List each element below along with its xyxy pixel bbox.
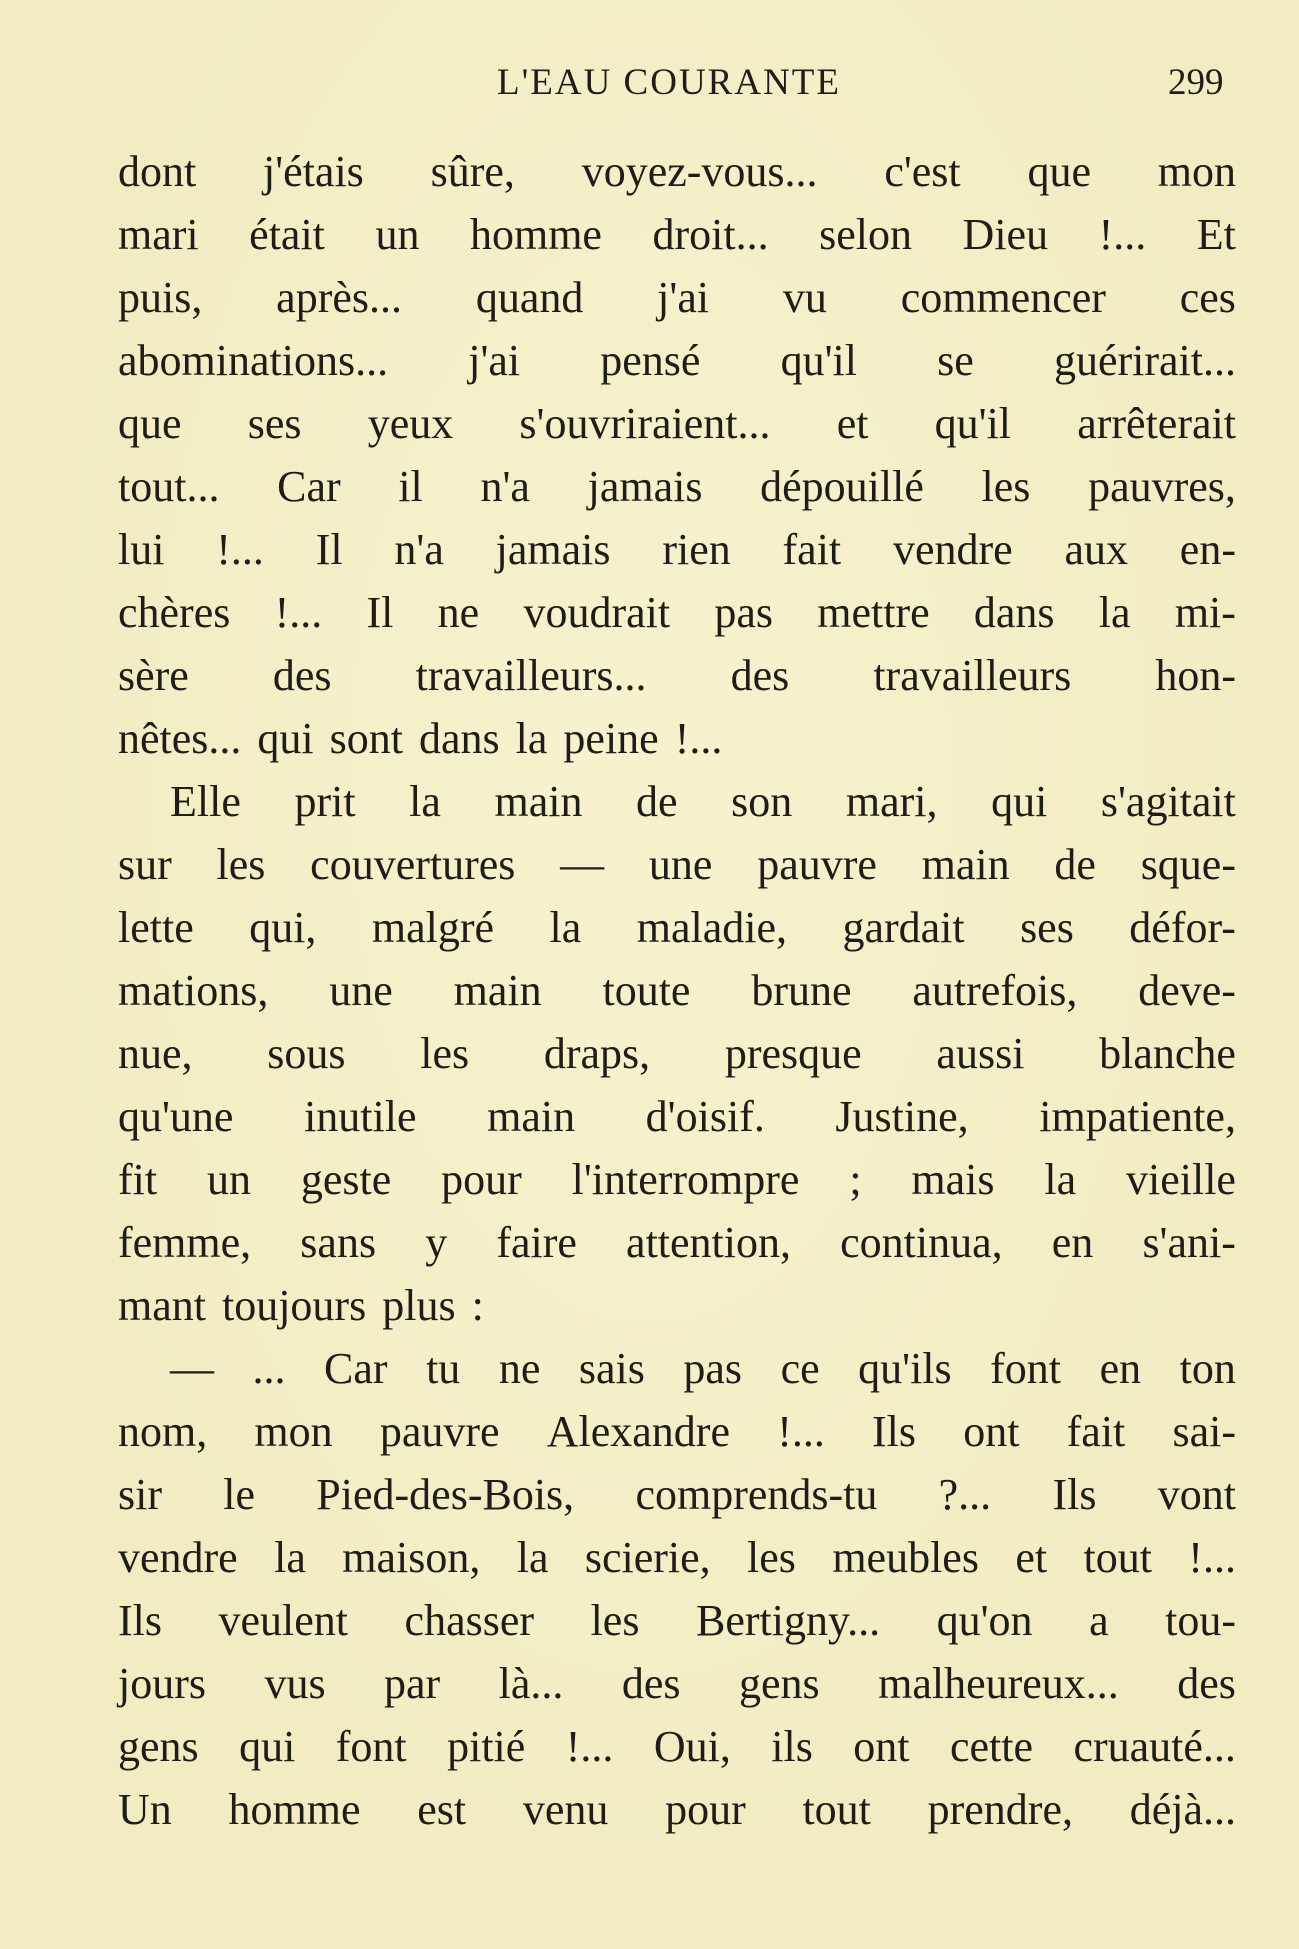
word: et (1015, 1533, 1048, 1582)
word: la (409, 777, 441, 826)
word: Oui, (653, 1722, 731, 1771)
word: toujours (221, 1281, 367, 1330)
word: ton (1179, 1344, 1236, 1393)
text-line (118, 1337, 1236, 1400)
word: : (471, 1281, 484, 1330)
word: dans (973, 588, 1055, 637)
word: qu'ils (858, 1344, 952, 1393)
word: voudrait (523, 588, 671, 637)
word: !... (565, 1722, 614, 1771)
word: sous (267, 1029, 346, 1078)
text-line (118, 1148, 1236, 1211)
word: pauvres, (1088, 462, 1236, 511)
word: Bertigny... (695, 1596, 881, 1645)
running-title: L'EAU COURANTE (497, 62, 841, 103)
word: le (223, 1470, 256, 1519)
word: fit (118, 1155, 158, 1204)
word: sont (329, 714, 403, 763)
word: qui (239, 1722, 296, 1771)
word: cruauté... (1073, 1722, 1236, 1771)
word: main (487, 1092, 576, 1141)
word: nêtes... (118, 714, 242, 763)
word: lette (118, 903, 194, 952)
word: pas (683, 1344, 743, 1393)
text-line (118, 833, 1236, 896)
word: attention, (626, 1218, 792, 1267)
text-line (118, 1211, 1236, 1274)
word: de (1054, 840, 1096, 889)
word: voyez-vous... (581, 147, 818, 196)
word: jamais (495, 525, 611, 574)
word: pitié (447, 1722, 526, 1771)
word: ont (963, 1407, 1020, 1456)
word: se (937, 336, 974, 385)
word: y (425, 1218, 448, 1267)
word: ne (498, 1344, 541, 1393)
word: scierie, (584, 1533, 711, 1582)
word: peine (563, 714, 659, 763)
word: mari, (845, 777, 938, 826)
word: deve- (1138, 966, 1236, 1015)
word: prit (294, 777, 356, 826)
word: pauvre (379, 1407, 500, 1456)
word: arrêterait (1077, 399, 1236, 448)
word: rien (662, 525, 731, 574)
text-line (118, 1526, 1236, 1589)
text-line (118, 392, 1236, 455)
text-line (118, 644, 1236, 707)
word: les (590, 1596, 640, 1645)
word: prendre, (927, 1785, 1073, 1834)
word: par (384, 1659, 441, 1708)
word: pour (441, 1155, 522, 1204)
word: geste (300, 1155, 392, 1204)
word: d'oisif. (645, 1092, 765, 1141)
word: qui (257, 714, 314, 763)
word: un (375, 210, 420, 259)
word: !... (1098, 210, 1147, 259)
word: mais (911, 1155, 995, 1204)
word: ne (437, 588, 480, 637)
word: l'interrompre (571, 1155, 800, 1204)
word: femme, (118, 1218, 252, 1267)
word: continua, (840, 1218, 1003, 1267)
word: gardait (842, 903, 965, 952)
word: draps, (543, 1029, 651, 1078)
word: Elle (170, 777, 241, 826)
word: autrefois, (912, 966, 1078, 1015)
word: comprends-tu (635, 1470, 878, 1519)
word: — (560, 840, 605, 889)
word: sûre, (430, 147, 515, 196)
word: font (335, 1722, 407, 1771)
text-line (118, 266, 1236, 329)
word: mari (118, 210, 199, 259)
word: main (453, 966, 542, 1015)
word: lui (118, 525, 165, 574)
word: Ils (1052, 1470, 1097, 1519)
word: Un (118, 1785, 172, 1834)
word: j'ai (468, 336, 521, 385)
word: ce (780, 1344, 820, 1393)
word: n'a (480, 462, 530, 511)
word: aussi (936, 1029, 1025, 1078)
word: que (118, 399, 182, 448)
word: la (1098, 588, 1131, 637)
word: pauvre (757, 840, 877, 889)
word: gens (739, 1659, 820, 1708)
word: c'est (884, 147, 961, 196)
text-line (118, 329, 1236, 392)
word: puis, (118, 273, 203, 322)
word: qu'il (934, 399, 1012, 448)
word: font (990, 1344, 1062, 1393)
word: s'ouvriraient... (519, 399, 771, 448)
word: venu (522, 1785, 609, 1834)
text-line (118, 455, 1236, 518)
word: sur (118, 840, 172, 889)
word: chasser (404, 1596, 535, 1645)
running-head (0, 58, 1299, 108)
word: droit... (652, 210, 769, 259)
word: ses (1020, 903, 1074, 952)
text-line (118, 1022, 1236, 1085)
word: sais (578, 1344, 645, 1393)
word: pas (714, 588, 773, 637)
text-line (118, 140, 1236, 203)
word: une (648, 840, 713, 889)
word: qu'il (780, 336, 857, 385)
word: mations, (118, 966, 269, 1015)
word: jamais (587, 462, 703, 511)
text-line (118, 1589, 1236, 1652)
word: homme (228, 1785, 361, 1834)
word: Ils (118, 1596, 162, 1645)
word: des (272, 651, 332, 700)
word: mon (1157, 147, 1236, 196)
word: qui (991, 777, 1048, 826)
word: fait (1066, 1407, 1126, 1456)
word: aux (1064, 525, 1128, 574)
word: ... (252, 1344, 286, 1393)
word: !... (674, 714, 723, 763)
word: dépouillé (760, 462, 924, 511)
word: des (1177, 1659, 1236, 1708)
word: — (170, 1344, 214, 1393)
word: pour (665, 1785, 746, 1834)
word: il (398, 462, 423, 511)
word: nom, (118, 1407, 208, 1456)
word: chères (118, 588, 231, 637)
word: malgré (371, 903, 495, 952)
word: les (420, 1029, 470, 1078)
word: en (1051, 1218, 1094, 1267)
word: sans (300, 1218, 377, 1267)
word: impatiente, (1039, 1092, 1236, 1141)
text-line (118, 1400, 1236, 1463)
word: Et (1196, 210, 1236, 259)
word: les (216, 840, 266, 889)
word: des (730, 651, 790, 700)
word: meubles (832, 1533, 979, 1582)
word: Car (324, 1344, 388, 1393)
word: ces (1179, 273, 1236, 322)
word: la (516, 1533, 549, 1582)
word: qui, (249, 903, 317, 952)
word: et (836, 399, 869, 448)
word: Dieu (962, 210, 1049, 259)
word: ses (247, 399, 302, 448)
word: la (1044, 1155, 1077, 1204)
word: a (1089, 1596, 1109, 1645)
word: la (515, 714, 548, 763)
word: Pied-des-Bois, (316, 1470, 575, 1519)
word: travailleurs... (415, 651, 647, 700)
word: un (206, 1155, 251, 1204)
word: jours (118, 1659, 206, 1708)
word: vus (264, 1659, 326, 1708)
word: vu (782, 273, 827, 322)
text-line (118, 1085, 1236, 1148)
word: inutile (304, 1092, 417, 1141)
word: Ils (872, 1407, 917, 1456)
word: homme (469, 210, 602, 259)
word: tout (1083, 1533, 1152, 1582)
word: s'agitait (1100, 777, 1236, 826)
word: selon (819, 210, 913, 259)
word: mon (254, 1407, 333, 1456)
word: tout (802, 1785, 871, 1834)
word: sère (118, 651, 189, 700)
text-line (118, 1652, 1236, 1715)
page-number: 299 (1168, 62, 1224, 103)
word: là... (498, 1659, 564, 1708)
word: vieille (1126, 1155, 1236, 1204)
word: tu (426, 1344, 461, 1393)
word: quand (475, 273, 584, 322)
word: les (981, 462, 1031, 511)
word: plus (382, 1281, 456, 1330)
word: que (1027, 147, 1091, 196)
word: s'ani- (1142, 1218, 1236, 1267)
word: mant (118, 1281, 206, 1330)
word: est (417, 1785, 467, 1834)
text-line (118, 203, 1236, 266)
word: main (921, 840, 1010, 889)
word: couvertures (310, 840, 516, 889)
word: en- (1179, 525, 1236, 574)
word: après... (276, 273, 403, 322)
word: cette (949, 1722, 1033, 1771)
word: dans (419, 714, 500, 763)
word: vendre (892, 525, 1013, 574)
word: Car (277, 462, 341, 511)
word: pensé (600, 336, 701, 385)
word: maison, (342, 1533, 481, 1582)
word: de (636, 777, 678, 826)
word: ?... (938, 1470, 992, 1519)
word: sir (118, 1470, 162, 1519)
word: déjà... (1129, 1785, 1236, 1834)
word: ils (771, 1722, 813, 1771)
word: la (274, 1533, 306, 1582)
word: commencer (900, 273, 1106, 322)
text-line (118, 959, 1236, 1022)
word: tout... (118, 462, 220, 511)
body-text (118, 140, 1236, 1841)
word: Il (366, 588, 394, 637)
word: travailleurs (873, 651, 1072, 700)
word: qu'on (936, 1596, 1033, 1645)
word: des (621, 1659, 681, 1708)
word: vont (1157, 1470, 1236, 1519)
word: sai- (1172, 1407, 1236, 1456)
word: !... (216, 525, 264, 574)
text-line (118, 770, 1236, 833)
word: tou- (1165, 1596, 1236, 1645)
word: les (747, 1533, 796, 1582)
word: n'a (394, 525, 444, 574)
word: toute (602, 966, 691, 1015)
word: nue, (118, 1029, 193, 1078)
word: une (329, 966, 393, 1015)
word: !... (274, 588, 323, 637)
word: était (249, 210, 325, 259)
word: !... (777, 1407, 825, 1456)
text-line (118, 896, 1236, 959)
word: ont (853, 1722, 910, 1771)
word: en (1099, 1344, 1142, 1393)
word: fait (782, 525, 842, 574)
word: la (549, 903, 582, 952)
word: main (494, 777, 583, 826)
word: veulent (218, 1596, 349, 1645)
word: qu'une (118, 1092, 234, 1141)
word: Justine, (835, 1092, 969, 1141)
text-line (118, 1463, 1236, 1526)
word: mi- (1174, 588, 1236, 637)
text-line (118, 1778, 1236, 1841)
text-line (118, 707, 1236, 770)
word: brune (751, 966, 852, 1015)
word: son (731, 777, 793, 826)
word: Alexandre (546, 1407, 730, 1456)
word: dont (118, 147, 197, 196)
word: gens (118, 1722, 199, 1771)
word: malheureux... (878, 1659, 1119, 1708)
word: hon- (1155, 651, 1236, 700)
word: blanche (1099, 1029, 1236, 1078)
word: défor- (1129, 903, 1236, 952)
text-line (118, 581, 1236, 644)
word: j'ai (657, 273, 710, 322)
word: Il (315, 525, 343, 574)
word: abominations... (118, 336, 389, 385)
word: vendre (118, 1533, 238, 1582)
word: sque- (1140, 840, 1236, 889)
word: yeux (367, 399, 454, 448)
word: j'étais (263, 147, 364, 196)
text-line (118, 518, 1236, 581)
word: maladie, (636, 903, 787, 952)
word: ; (849, 1155, 862, 1204)
word: mettre (817, 588, 930, 637)
word: presque (724, 1029, 862, 1078)
word: !... (1188, 1533, 1236, 1582)
word: faire (496, 1218, 577, 1267)
word: guérirait... (1053, 336, 1236, 385)
text-line (118, 1715, 1236, 1778)
text-line (118, 1274, 1236, 1337)
